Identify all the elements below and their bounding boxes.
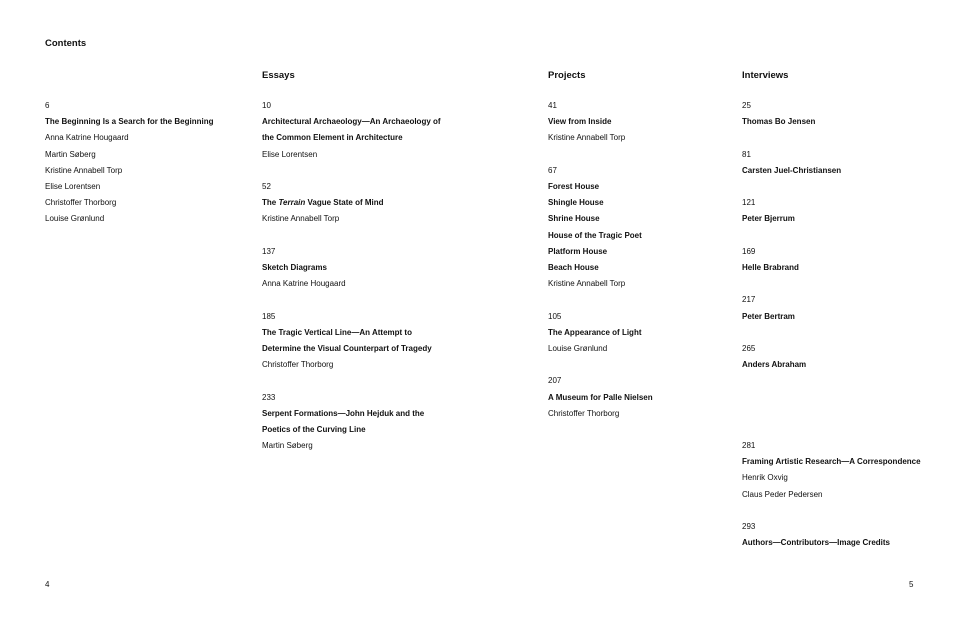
entry-title: Authors—Contributors—Image Credits [742,538,891,548]
entry-title: Serpent Formations—John Hejduk and the [262,408,425,418]
entry-title: Peter Bjerrum [742,214,795,224]
entry-author: Christoffer Thorborg [548,408,620,418]
entry-title: the Common Element in Architecture [262,133,403,143]
toc-entry [742,195,841,227]
entry-author: Henrik Oxvig [742,473,788,483]
entry-title: Sketch Diagrams [262,263,327,272]
entry-page-number: 6 [45,101,50,110]
toc-entry [262,309,441,374]
entry-page-number: 105 [548,311,562,321]
entry-page-number: 217 [742,295,756,305]
entry-page-number: 233 [262,392,276,402]
entry-author: Anna Katrine Hougaard [45,133,129,143]
entry-title: Architectural Archaeology—An Archaeology of [262,117,441,127]
projects-heading: Projects [548,70,586,81]
title-italic: Terrain [278,198,306,208]
toc-entry [548,373,653,422]
entry-page-number: 169 [742,246,756,256]
entry-title: Helle Brabrand [742,262,799,272]
entry-title: The Tragic Vertical Line—An Attempt to [262,327,412,337]
toc-entry [742,98,841,130]
toc-entry [742,244,841,276]
toc-entry [262,179,441,228]
entry-author: Anna Katrine Hougaard [262,279,346,289]
entry-title: Forest House [548,182,600,191]
essays-heading: Essays [262,70,295,81]
interviews-entries [742,98,841,390]
entry-page-number: 25 [742,101,751,110]
entry-author: Christoffer Thorborg [262,360,334,370]
entry-title: Platform House [548,246,608,256]
entry-title: Shingle House [548,198,604,208]
toc-entry [262,244,441,293]
title-prefix: The [262,198,279,208]
entry-author: Claus Peder Pedersen [742,489,823,499]
folio-right: 5 [909,580,914,589]
entry-author: Louise Grønlund [45,214,105,224]
entry-author: Kristine Annabell Torp [262,214,340,224]
entry-author: Kristine Annabell Torp [45,165,123,175]
entry-author: Martin Søberg [262,441,313,451]
entry-title [262,195,441,211]
entry-page-number: 67 [548,165,557,175]
entry-title: A Museum for Palle Nielsen [548,392,653,402]
entry-title: Thomas Bo Jensen [742,117,816,127]
entry-page-number: 81 [742,149,751,159]
essays-entries [262,98,441,471]
title-suffix: Vague State of Mind [305,198,384,208]
entry-title: Beach House [548,263,599,273]
entry-author: Martin Søberg [45,149,96,159]
entry-page-number: 121 [742,198,756,208]
entry-title: Framing Artistic Research—A Correspondence [742,457,921,467]
toc-entry [548,163,653,293]
toc-entry [742,292,841,324]
entry-author: Elise Lorentsen [262,149,318,159]
toc-entry [262,98,441,163]
entry-page-number: 137 [262,246,276,256]
entry-page-number: 207 [548,376,562,386]
entry-title: The Appearance of Light [548,327,642,337]
entry-title: House of the Tragic Poet [548,230,642,240]
intro-entries [45,98,213,244]
toc-entry [742,519,921,551]
entry-page-number: 293 [742,522,756,531]
entry-author: Louise Grønlund [548,344,608,354]
toc-entry [548,309,653,358]
entry-author: Elise Lorentsen [45,182,101,192]
entry-title: View from Inside [548,117,612,127]
entry-title: The Beginning Is a Search for the Beginning [45,117,214,127]
toc-entry [742,438,921,503]
entry-page-number: 41 [548,101,557,110]
folio-left: 4 [45,580,50,589]
entry-author: Kristine Annabell Torp [548,133,626,143]
toc-entry [262,390,441,455]
entry-author: Kristine Annabell Torp [548,279,626,289]
entry-page-number: 10 [262,101,271,110]
toc-entry [548,98,653,147]
toc-entry [742,147,841,179]
entry-title: Determine the Visual Counterpart of Tragedy [262,344,432,353]
entry-title: Shrine House [548,214,600,224]
entry-page-number: 265 [742,343,756,353]
interviews-heading: Interviews [742,70,789,81]
toc-entry [45,98,213,228]
entry-title: Anders Abraham [742,360,807,370]
closing-entries [742,438,921,568]
entry-page-number: 185 [262,311,276,321]
entry-title: Poetics of the Curving Line [262,425,366,434]
page-title: Contents [45,38,87,49]
projects-entries [548,98,653,438]
entry-page-number: 52 [262,182,271,191]
entry-author: Christoffer Thorborg [45,198,117,208]
entry-title: Carsten Juel-Christiansen [742,165,842,175]
entry-title: Peter Bertram [742,311,795,321]
entry-page-number: 281 [742,441,756,450]
toc-entry [742,341,841,373]
